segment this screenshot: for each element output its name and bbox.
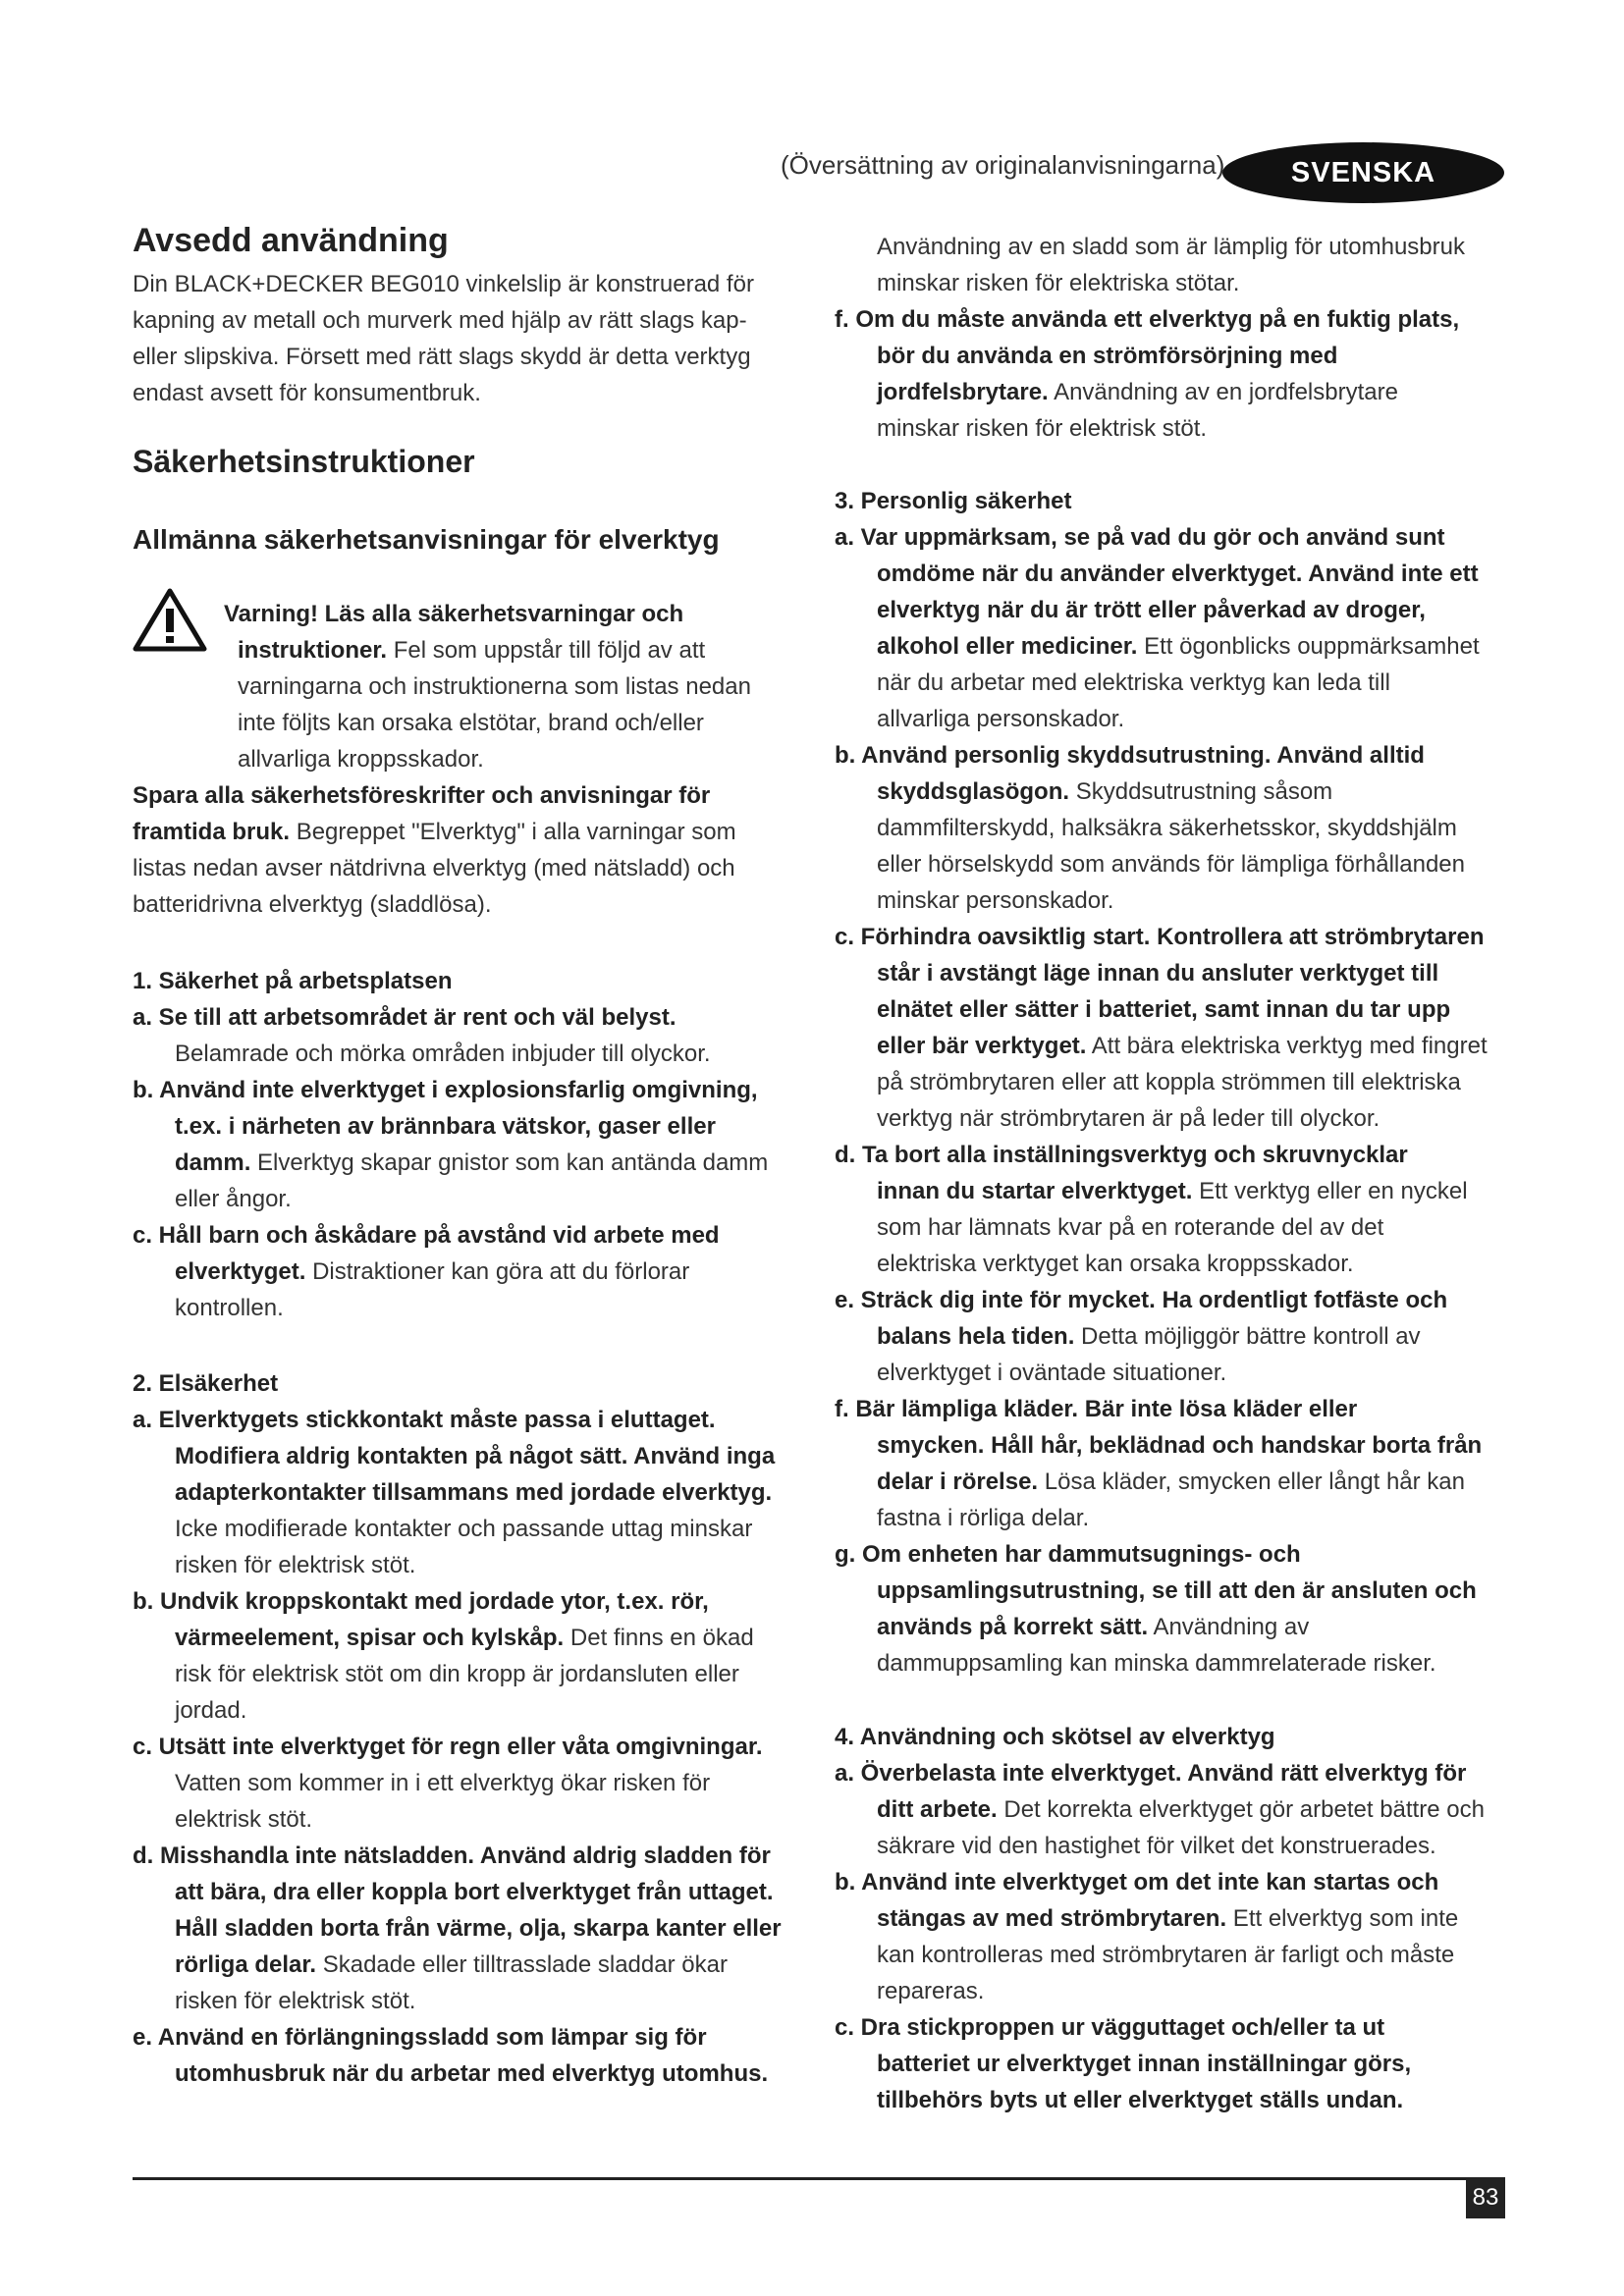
translation-note: (Översättning av originalanvisningarna) [781, 150, 1225, 180]
section-2-title: 2. Elsäkerhet [133, 1370, 279, 1397]
rule-2f: f. Om du måste använda ett elverktyg på en fuktig plats, [835, 306, 1460, 333]
rule-3b-text: minskar personskador. [877, 887, 1114, 914]
rule-3e-text: elverktyget i oväntade situationer. [877, 1360, 1227, 1386]
warning-line: allvarliga kroppsskador. [238, 746, 484, 773]
rule-2b: b. Undvik kroppskontakt med jordade ytor, t.ex. rör, [133, 1588, 709, 1615]
rule-3g-text: används på korrekt sätt. Användning av [877, 1614, 1310, 1640]
save-instructions-heading: Spara alla säkerhetsföreskrifter och anvisningar för [133, 782, 711, 809]
rule-3c-text: står i avstängt läge innan du ansluter verktyget till [877, 960, 1439, 987]
save-instructions-line: listas nedan avser nätdrivna elverktyg (med nätsladd) och [133, 855, 735, 881]
rule-3f-text: fastna i rörliga delar. [877, 1505, 1090, 1531]
section-3-title: 3. Personlig säkerhet [835, 488, 1072, 514]
rule-1b-text: damm. Elverktyg skapar gnistor som kan antända damm [175, 1149, 769, 1176]
intended-use-title: Avsedd användning [133, 222, 449, 259]
rule-3c-text: verktyg när strömbrytaren är på leder till olyckor. [877, 1105, 1380, 1132]
warning-line: instruktioner. Fel som uppstår till följd av att [238, 637, 706, 664]
rule-3a-text: när du arbetar med elektriska verktyg kan leda till [877, 669, 1390, 696]
rule-1c: c. Håll barn och åskådare på avstånd vid arbete med [133, 1222, 720, 1249]
rule-2e-text: Användning av en sladd som är lämplig för utomhusbruk [877, 234, 1465, 260]
rule-3a-text: alkohol eller mediciner. Ett ögonblicks ouppmärksamhet [877, 633, 1480, 660]
rule-1c-text: kontrollen. [175, 1295, 284, 1321]
rule-3c: c. Förhindra oavsiktlig start. Kontrollera att strömbrytaren [835, 924, 1485, 950]
rule-1b: b. Använd inte elverktyget i explosionsfarlig omgivning, [133, 1077, 758, 1103]
rule-4b: b. Använd inte elverktyget om det inte kan startas och [835, 1869, 1439, 1896]
warning-heading: Varning! Läs alla säkerhetsvarningar och [224, 601, 684, 627]
rule-2b-text: värmeelement, spisar och kylskåp. Det finns en ökad [175, 1625, 754, 1651]
rule-2c-text: elektrisk stöt. [175, 1806, 313, 1833]
rule-3g: g. Om enheten har dammutsugnings- och [835, 1541, 1301, 1568]
rule-3b: b. Använd personlig skyddsutrustning. Använd alltid [835, 742, 1425, 769]
rule-4a: a. Överbelasta inte elverktyget. Använd rätt elverktyg för [835, 1760, 1467, 1787]
intended-use-line: Din BLACK+DECKER BEG010 vinkelslip är konstruerad för [133, 271, 754, 297]
footer-divider [133, 2177, 1466, 2180]
rule-2f-text: bör du använda en strömförsörjning med [877, 343, 1338, 369]
rule-2a-text: Modifiera aldrig kontakten på något sätt. Använd inga [175, 1443, 776, 1469]
rule-2c: c. Utsätt inte elverktyget för regn eller våta omgivningar. [133, 1734, 763, 1760]
rule-2e: e. Använd en förlängningssladd som lämpar sig för [133, 2024, 707, 2051]
rule-3d: d. Ta bort alla inställningsverktyg och skruvnycklar [835, 1142, 1408, 1168]
rule-3e-text: balans hela tiden. Detta möjliggör bättre kontroll av [877, 1323, 1421, 1350]
rule-3d-text: som har lämnats kvar på en roterande del av det [877, 1214, 1384, 1241]
warning-line: inte följts kan orsaka elstötar, brand och/eller [238, 710, 704, 736]
save-instructions-line: batteridrivna elverktyg (sladdlösa). [133, 891, 492, 918]
rule-1b-text: t.ex. i närheten av brännbara vätskor, gaser eller [175, 1113, 716, 1140]
rule-3c-text: på strömbrytaren eller att koppla strömmen till elektriska [877, 1069, 1461, 1095]
rule-3f: f. Bär lämpliga kläder. Bär inte lösa kläder eller [835, 1396, 1358, 1422]
rule-3b-text: dammfilterskydd, halksäkra säkerhetsskor, skyddshjälm [877, 815, 1457, 841]
rule-3a-text: allvarliga personskador. [877, 706, 1125, 732]
rule-2f-text: minskar risken för elektrisk stöt. [877, 415, 1208, 442]
rule-2d-text: att bära, dra eller koppla bort elverktyget från uttaget. [175, 1879, 774, 1905]
rule-2e-text: minskar risken för elektriska stötar. [877, 270, 1240, 296]
rule-2d-text: rörliga delar. Skadade eller tilltrasslade sladdar ökar [175, 1951, 728, 1978]
rule-2b-text: risk för elektrisk stöt om din kropp är jordansluten eller [175, 1661, 739, 1687]
rule-3g-text: dammuppsamling kan minska dammrelaterade risker. [877, 1650, 1436, 1677]
rule-1a: a. Se till att arbetsområdet är rent och väl belyst. [133, 1004, 677, 1031]
warning-triangle-icon [133, 587, 207, 652]
rule-3d-text: elektriska verktyget kan orsaka kroppsskador. [877, 1251, 1354, 1277]
section-1-title: 1. Säkerhet på arbetsplatsen [133, 968, 453, 994]
rule-1b-text: eller ångor. [175, 1186, 292, 1212]
rule-2f-text: jordfelsbrytare. Användning av en jordfelsbrytare [877, 379, 1398, 405]
rule-4a-text: ditt arbete. Det korrekta elverktyget gör arbetet bättre och [877, 1796, 1485, 1823]
intended-use-line: endast avsett för konsumentbruk. [133, 380, 481, 406]
intended-use-line: kapning av metall och murverk med hjälp av rätt slags kap- [133, 307, 747, 334]
rule-3a: a. Var uppmärksam, se på vad du gör och använd sunt [835, 524, 1445, 551]
rule-4b-text: repareras. [877, 1978, 985, 2004]
rule-3e: e. Sträck dig inte för mycket. Ha ordentligt fotfäste och [835, 1287, 1448, 1313]
rule-4b-text: stängas av med strömbrytaren. Ett elverktyg som inte [877, 1905, 1459, 1932]
safety-title: Säkerhetsinstruktioner [133, 444, 475, 479]
rule-3c-text: eller bär verktyget. Att bära elektriska verktyg med fingret [877, 1033, 1488, 1059]
rule-3g-text: uppsamlingsutrustning, se till att den är ansluten och [877, 1577, 1477, 1604]
save-instructions-line: framtida bruk. Begreppet "Elverktyg" i alla varningar som [133, 819, 736, 845]
rule-4b-text: kan kontrolleras med strömbrytaren är farligt och måste [877, 1942, 1455, 1968]
rule-3c-text: elnätet eller sätter i batteriet, samt innan du tar upp [877, 996, 1451, 1023]
section-4-title: 4. Användning och skötsel av elverktyg [835, 1724, 1275, 1750]
rule-2d-text: risken för elektrisk stöt. [175, 1988, 416, 2014]
rule-3f-text: smycken. Håll hår, beklädnad och handskar borta från [877, 1432, 1483, 1459]
rule-3f-text: delar i rörelse. Lösa kläder, smycken eller långt hår kan [877, 1468, 1465, 1495]
rule-2a: a. Elverktygets stickkontakt måste passa i eluttaget. [133, 1407, 716, 1433]
rule-3a-text: omdöme när du använder elverktyget. Använd inte ett [877, 561, 1479, 587]
intended-use-line: eller slipskiva. Försett med rätt slags skydd är detta verktyg [133, 344, 751, 370]
rule-4c-text: tillbehörs byts ut eller elverktyget ställs undan. [877, 2087, 1404, 2113]
rule-3b-text: skyddsglasögon. Skyddsutrustning såsom [877, 778, 1333, 805]
rule-2b-text: jordad. [175, 1697, 247, 1724]
rule-2a-text: adapterkontakter tillsammans med jordade elverktyg. [175, 1479, 773, 1506]
rule-2d-text: Håll sladden borta från värme, olja, skarpa kanter eller [175, 1915, 782, 1942]
rule-2a-text: risken för elektrisk stöt. [175, 1552, 416, 1578]
rule-3d-text: innan du startar elverktyget. Ett verktyg eller en nyckel [877, 1178, 1468, 1204]
general-safety-title: Allmänna säkerhetsanvisningar för elverktyg [133, 524, 720, 555]
rule-2e-text: utomhusbruk när du arbetar med elverktyg utomhus. [175, 2060, 769, 2087]
rule-4a-text: säkrare vid den hastighet för vilket det konstruerades. [877, 1833, 1436, 1859]
language-badge: SVENSKA [1222, 142, 1504, 203]
rule-1c-text: elverktyget. Distraktioner kan göra att du förlorar [175, 1258, 690, 1285]
rule-2a-text: Icke modifierade kontakter och passande uttag minskar [175, 1516, 753, 1542]
rule-2c-text: Vatten som kommer in i ett elverktyg ökar risken för [175, 1770, 711, 1796]
rule-3b-text: eller hörselskydd som används för lämpliga förhållanden [877, 851, 1465, 878]
rule-1a-text: Belamrade och mörka områden inbjuder till olyckor. [175, 1041, 711, 1067]
rule-3a-text: elverktyg när du är trött eller påverkad av droger, [877, 597, 1426, 623]
page-number: 83 [1466, 2177, 1505, 2218]
rule-4c: c. Dra stickproppen ur vägguttaget och/eller ta ut [835, 2014, 1385, 2041]
rule-4c-text: batteriet ur elverktyget innan inställningar görs, [877, 2051, 1412, 2077]
rule-2d: d. Misshandla inte nätsladden. Använd aldrig sladden för [133, 1842, 771, 1869]
warning-line: varningarna och instruktionerna som listas nedan [238, 673, 751, 700]
